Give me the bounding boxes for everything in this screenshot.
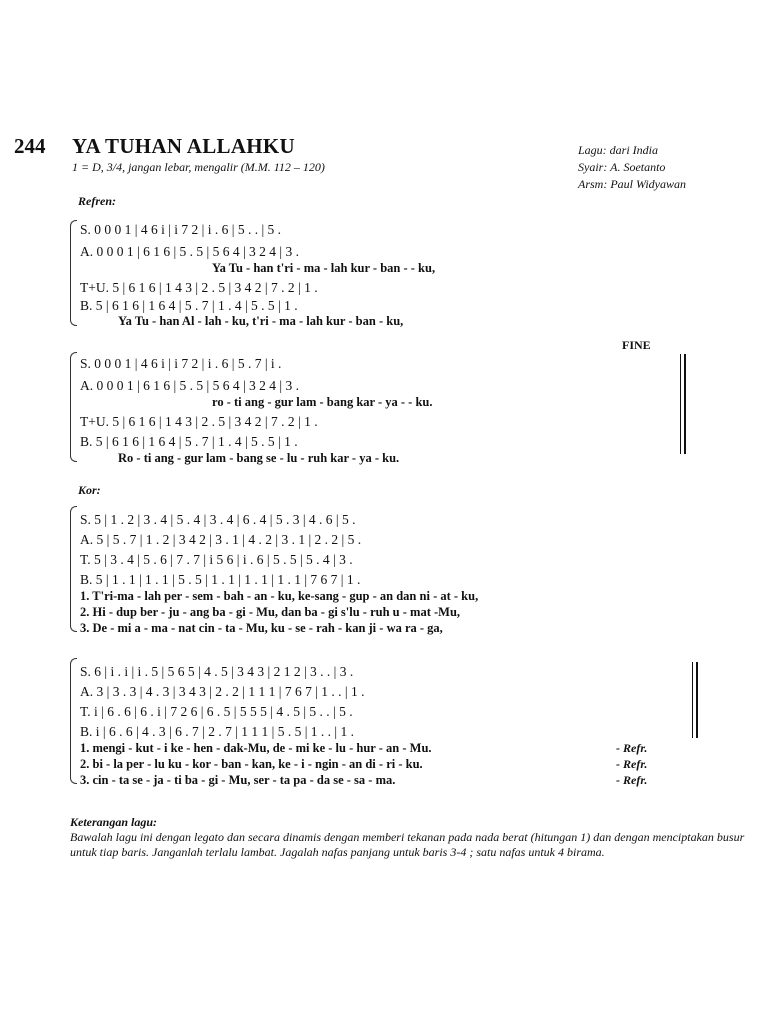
refr-marker-2: - Refr. [616, 757, 648, 771]
final-barline-thick [696, 662, 698, 738]
kor1-soprano: S. 5 | 1 . 2 | 3 . 4 | 5 . 4 | 3 . 4 | 6 . 4 | 5 . 3 | 4 . 6 | 5 . [80, 512, 356, 527]
refren2-soprano: S. 0 0 0 1 | 4 6 i | i 7 2 | i . 6 | 5 . 7 | i . [80, 356, 282, 371]
refren2-lyric-top: ro - ti ang - gur lam - bang kar - ya - - ku. [212, 395, 433, 409]
kor2-soprano: S. 6 | i . i | i . 5 | 5 6 5 | 4 . 5 | 3 4 3 | 2 1 2 | 3 . . | 3 . [80, 664, 354, 679]
kor-label: Kor: [78, 483, 101, 497]
refren1-tenor-unison: T+U. 5 | 6 1 6 | 1 4 3 | 2 . 5 | 3 4 2 | 7 . 2 | 1 . [80, 280, 318, 295]
kor1-lyric-2: 2. Hi - dup ber - ju - ang ba - gi - Mu, dan ba - gi s'lu - ruh u - mat -Mu, [80, 605, 461, 619]
refren2-lyric-bottom: Ro - ti ang - gur lam - bang se - lu - ruh kar - ya - ku. [118, 451, 400, 465]
notes-body: Bawalah lagu ini dengan legato dan secara dinamis dengan memberi tekanan pada nada berat (hitungan 1) dan dengan menciptakan busur untuk tiap baris. Janganlah terlalu lambat. Jagalah nafas panjang untuk baris 3-4 ; satu nafas untuk 4 birama. [70, 830, 745, 859]
kor1-lyric-1: 1. T'ri-ma - lah per - sem - bah - an - ku, ke-sang - gup - an dan ni - at - ku, [80, 589, 479, 603]
kor2-tenor: T. i | 6 . 6 | 6 . i | 7 2 6 | 6 . 5 | 5 5 5 | 4 . 5 | 5 . . | 5 . [80, 704, 353, 719]
tempo-marking: 1 = D, 3/4, jangan lebar, mengalir (M.M. 112 – 120) [72, 160, 325, 174]
credit-syair: Syair: A. Soetanto [578, 160, 666, 174]
kor1-tenor: T. 5 | 3 . 4 | 5 . 6 | 7 . 7 | i 5 6 | i . 6 | 5 . 5 | 5 . 4 | 3 . [80, 552, 353, 567]
refr-marker-3: - Refr. [616, 773, 648, 787]
fine-marking: FINE [622, 338, 651, 352]
hymn-title: YA TUHAN ALLAHKU [72, 134, 296, 158]
kor1-bass: B. 5 | 1 . 1 | 1 . 1 | 5 . 5 | 1 . 1 | 1 . 1 | 1 . 1 | 7 6 7 | 1 . [80, 572, 361, 587]
system-brace [70, 352, 77, 462]
system-brace [70, 506, 77, 632]
system-brace [70, 658, 77, 784]
hymn-number: 244 [14, 134, 46, 158]
final-barline-thin [680, 354, 681, 454]
refren2-tenor-unison: T+U. 5 | 6 1 6 | 1 4 3 | 2 . 5 | 3 4 2 | 7 . 2 | 1 . [80, 414, 318, 429]
refren-label: Refren: [78, 194, 116, 208]
credit-arsm: Arsm: Paul Widyawan [578, 177, 686, 191]
refr-marker-1: - Refr. [616, 741, 648, 755]
system-brace [70, 220, 77, 326]
refren2-bass: B. 5 | 6 1 6 | 1 6 4 | 5 . 7 | 1 . 4 | 5 . 5 | 1 . [80, 434, 298, 449]
notes-title: Keterangan lagu: [70, 815, 158, 829]
final-barline-thin [692, 662, 693, 738]
kor2-bass: B. i | 6 . 6 | 4 . 3 | 6 . 7 | 2 . 7 | 1 1 1 | 5 . 5 | 1 . . | 1 . [80, 724, 355, 739]
final-barline-thick [684, 354, 686, 454]
refren2-alto: A. 0 0 0 1 | 6 1 6 | 5 . 5 | 5 6 4 | 3 2 4 | 3 . [80, 378, 300, 393]
kor2-lyric-3: 3. cin - ta se - ja - ti ba - gi - Mu, ser - ta pa - da se - sa - ma. [80, 773, 396, 787]
kor2-lyric-1: 1. mengi - kut - i ke - hen - dak-Mu, de - mi ke - lu - hur - an - Mu. [80, 741, 432, 755]
credit-lagu: Lagu: dari India [578, 143, 659, 157]
kor1-alto: A. 5 | 5 . 7 | 1 . 2 | 3 4 2 | 3 . 1 | 4 . 2 | 3 . 1 | 2 . 2 | 5 . [80, 532, 362, 547]
refren1-soprano: S. 0 0 0 1 | 4 6 i | i 7 2 | i . 6 | 5 . . | 5 . [80, 222, 282, 237]
refren1-lyric-top: Ya Tu - han t'ri - ma - lah kur - ban - - ku, [212, 261, 436, 275]
kor2-lyric-2: 2. bi - la per - lu ku - kor - ban - kan, ke - i - ngin - an di - ri - ku. [80, 757, 423, 771]
refren1-alto: A. 0 0 0 1 | 6 1 6 | 5 . 5 | 5 6 4 | 3 2 4 | 3 . [80, 244, 300, 259]
refren1-lyric-bottom: Ya Tu - han Al - lah - ku, t'ri - ma - lah kur - ban - ku, [118, 314, 404, 328]
kor2-alto: A. 3 | 3 . 3 | 4 . 3 | 3 4 3 | 2 . 2 | 1 1 1 | 7 6 7 | 1 . . | 1 . [80, 684, 365, 699]
refren1-bass: B. 5 | 6 1 6 | 1 6 4 | 5 . 7 | 1 . 4 | 5 . 5 | 1 . [80, 298, 298, 313]
kor1-lyric-3: 3. De - mi a - ma - nat cin - ta - Mu, ku - se - rah - kan ji - wa ra - ga, [80, 621, 443, 635]
